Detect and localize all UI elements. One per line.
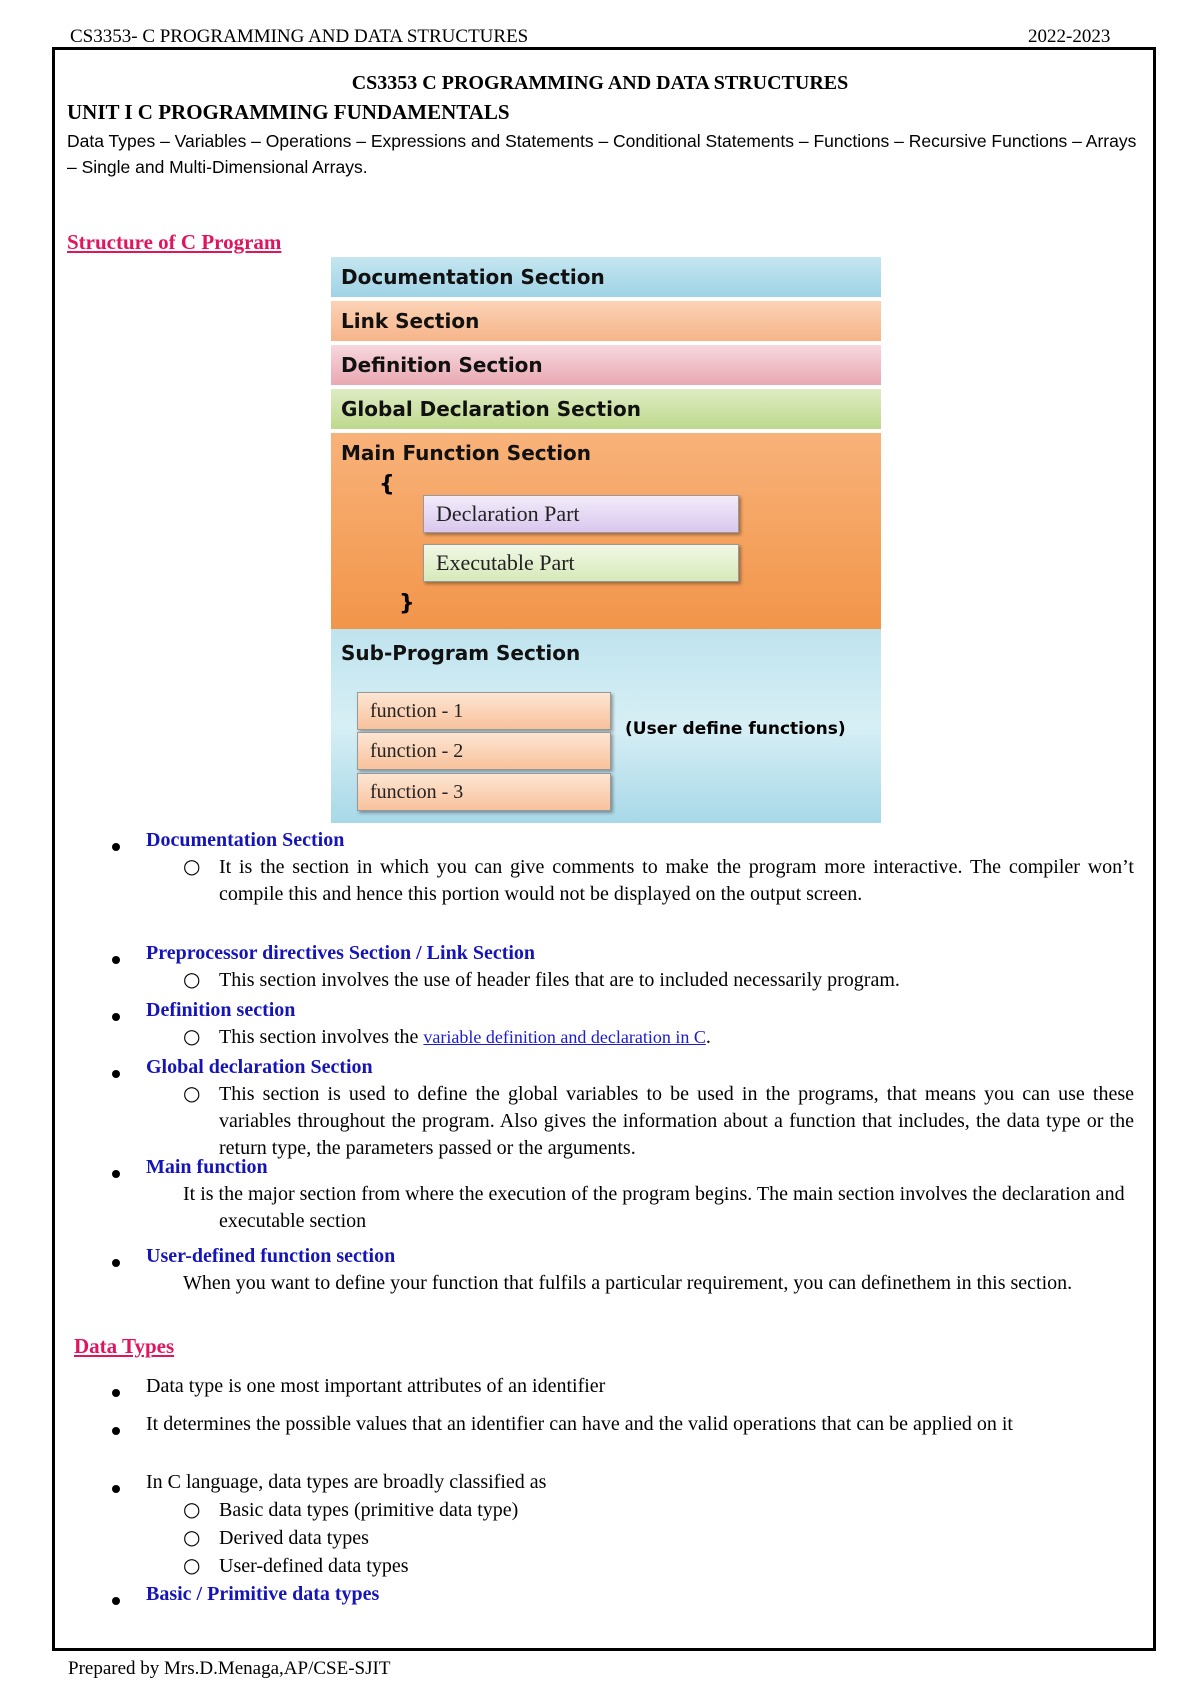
global-band: Global Declaration Section	[331, 389, 881, 429]
data-types-bullet-3: In C language, data types are broadly classified as	[146, 1471, 547, 1493]
sub-bullet: ○	[183, 854, 201, 878]
udf-section-title: User-defined function section	[146, 1245, 396, 1267]
link-band: Link Section	[331, 301, 881, 341]
sub-bullet: ○	[183, 1024, 201, 1048]
main-section-text-wrap	[183, 1181, 1138, 1235]
bullet-dot	[112, 956, 120, 964]
variable-definition-link[interactable]: variable definition and declaration in C	[423, 1027, 706, 1047]
pre-section-text: This section involves the use of header files that are to included necessarily program.	[219, 969, 900, 991]
sub-bullet: ○	[183, 1081, 201, 1105]
c-structure-diagram	[331, 257, 881, 823]
bullet-dot	[112, 1170, 120, 1178]
user-define-label: (User define functions)	[625, 719, 846, 739]
function-box-3: function - 3	[357, 773, 611, 811]
doc-section-title: Documentation Section	[146, 829, 345, 851]
main-section-title: Main function	[146, 1156, 268, 1178]
sub-bullet: ○	[183, 1497, 201, 1521]
def-section-line	[219, 1024, 711, 1051]
main-section-text: It is the major section from where the execution of the program begins. The main section involves the declaration and executable section	[183, 1183, 1125, 1232]
data-type-basic: Basic data types (primitive data type)	[219, 1499, 519, 1521]
structure-heading: Structure of C Program	[67, 230, 282, 254]
bullet-dot	[112, 1259, 120, 1267]
function-box-1: function - 1	[357, 692, 611, 730]
glob-section-title: Global declaration Section	[146, 1056, 373, 1078]
bullet-dot	[112, 1427, 120, 1435]
glob-section-text: This section is used to define the global variables to be used in the programs, that means you can use these variables throughout the program. Also gives the information about a function that includes, the data type or the return type, the parameters passed or the arguments.	[219, 1083, 1134, 1159]
bullet-dot	[112, 1485, 120, 1493]
page-title: CS3353 C PROGRAMMING AND DATA STRUCTURES	[351, 72, 849, 94]
main-band: Main Function Section	[331, 433, 881, 629]
unit-title: UNIT I C PROGRAMMING FUNDAMENTALS	[67, 100, 510, 124]
footer-author: Prepared by Mrs.D.Menaga,AP/CSE-SJIT	[68, 1658, 391, 1679]
basic-primitive-title: Basic / Primitive data types	[146, 1583, 380, 1605]
bullet-dot	[112, 1013, 120, 1021]
definition-band: Definition Section	[331, 345, 881, 385]
declaration-part-box: Declaration Part	[423, 495, 739, 533]
data-types-bullet-1: Data type is one most important attributes of an identifier	[146, 1375, 606, 1397]
def-section-title: Definition section	[146, 999, 296, 1021]
function-box-2: function - 2	[357, 732, 611, 770]
data-type-derived: Derived data types	[219, 1527, 369, 1549]
syllabus-text: Data Types – Variables – Operations – Expressions and Statements – Conditional Statements – Functions – Recursive Functions – Arrays – Single and Multi-Dimensional Arrays.	[67, 131, 1137, 177]
documentation-band: Documentation Section	[331, 257, 881, 297]
close-brace: }	[399, 591, 415, 616]
bullet-dot	[112, 1389, 120, 1397]
open-brace: {	[379, 472, 395, 497]
bullet-dot	[112, 1597, 120, 1605]
data-type-user-defined: User-defined data types	[219, 1555, 409, 1577]
udf-section-text: When you want to define your function that fulfils a particular requirement, you can definethem in this section.	[183, 1272, 1073, 1294]
subprogram-band: Sub-Program Section	[331, 629, 881, 823]
bullet-dot	[112, 1070, 120, 1078]
data-types-heading: Data Types	[74, 1334, 175, 1358]
sub-bullet: ○	[183, 967, 201, 991]
data-types-bullet-2: It determines the possible values that an identifier can have and the valid operations that can be applied on it	[146, 1413, 1013, 1435]
sub-bullet: ○	[183, 1553, 201, 1577]
pre-section-title: Preprocessor directives Section / Link Section	[146, 942, 536, 964]
executable-part-box: Executable Part	[423, 544, 739, 582]
doc-section-text: It is the section in which you can give comments to make the program more interactive. The compiler won’t compile this and hence this portion would not be displayed on the output screen.	[219, 856, 1134, 905]
header-year: 2022-2023	[1028, 26, 1111, 47]
header-course: CS3353- C PROGRAMMING AND DATA STRUCTURES	[70, 26, 529, 47]
udf-section-text-wrap	[183, 1270, 1168, 1297]
def-section-text: This section involves the	[219, 1026, 424, 1048]
bullet-dot	[112, 843, 120, 851]
sub-bullet: ○	[183, 1525, 201, 1549]
def-section-end: .	[705, 1026, 711, 1048]
